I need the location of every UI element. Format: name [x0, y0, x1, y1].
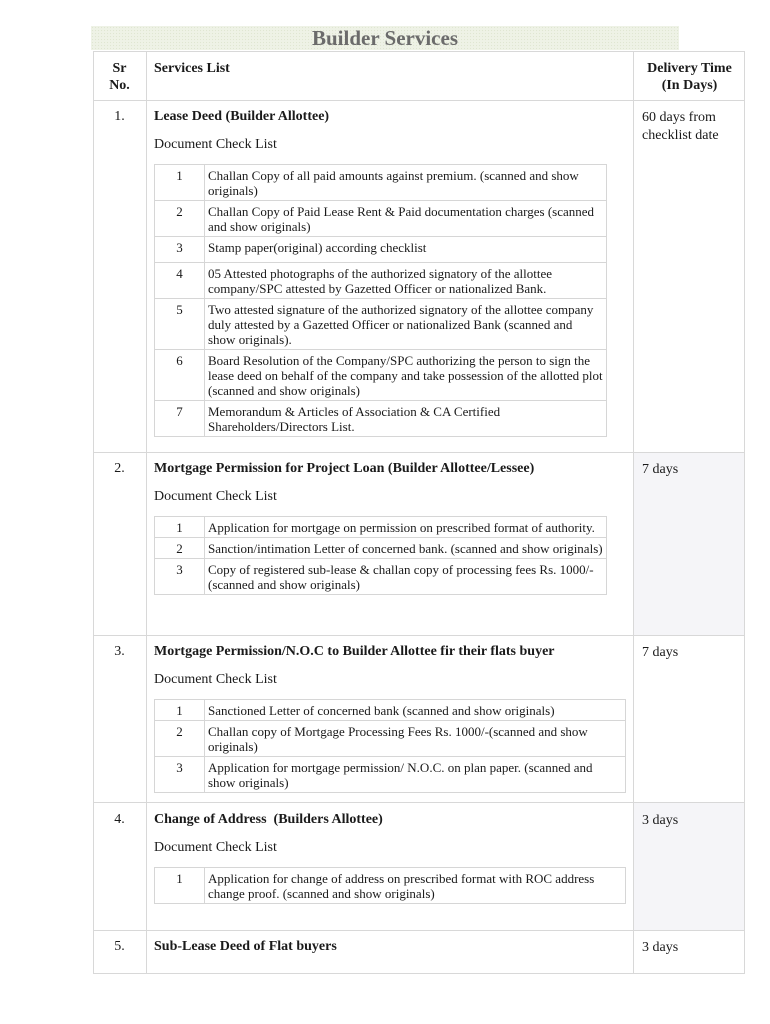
item-number: 3	[155, 237, 205, 263]
checklist-row	[155, 299, 607, 350]
item-number: 1	[155, 868, 205, 904]
delivery-time: 7 days	[642, 462, 679, 477]
item-number: 7	[155, 401, 205, 437]
sr-number: 4.	[114, 812, 125, 827]
item-text: Application for mortgage on permission on prescribed format of authority.	[205, 517, 607, 538]
checklist-row	[155, 201, 607, 237]
checklist-row	[155, 401, 607, 437]
item-text: Copy of registered sub-lease & challan copy of processing fees Rs. 1000/- (scanned and show originals)	[205, 559, 607, 595]
checklist-table	[154, 699, 626, 793]
sr-number: 5.	[114, 939, 125, 954]
checklist-row	[155, 350, 607, 401]
checklist-table	[154, 867, 626, 904]
item-number: 1	[155, 517, 205, 538]
row-divider	[93, 802, 745, 803]
doc-checklist-label: Document Check List	[154, 137, 277, 152]
item-text: Board Resolution of the Company/SPC authorizing the person to sign the lease deed on behalf of the company and take possession of the allotted plot (scanned and show originals)	[205, 350, 607, 401]
item-text: Application for mortgage permission/ N.O.C. on plan paper. (scanned and show originals)	[205, 757, 626, 793]
column-divider-2	[633, 51, 634, 974]
header-sr-text: Sr No.	[109, 61, 130, 93]
item-number: 3	[155, 559, 205, 595]
checklist-table	[154, 516, 607, 595]
delivery-shade-row-2	[634, 453, 744, 635]
delivery-time: 7 days	[642, 645, 679, 660]
sr-number: 3.	[114, 644, 125, 659]
column-divider-1	[146, 51, 147, 974]
item-text: Challan copy of Mortgage Processing Fees Rs. 1000/-(scanned and show originals)	[205, 721, 626, 757]
row-divider	[93, 452, 745, 453]
item-number: 3	[155, 757, 205, 793]
checklist-row	[155, 538, 607, 559]
item-number: 4	[155, 263, 205, 299]
doc-checklist-label: Document Check List	[154, 489, 277, 504]
item-text: Memorandum & Articles of Association & CA Certified Shareholders/Directors List.	[205, 401, 607, 437]
service-title: Lease Deed (Builder Allottee)	[154, 109, 330, 124]
item-number: 6	[155, 350, 205, 401]
item-number: 1	[155, 700, 205, 721]
item-number: 2	[155, 721, 205, 757]
row-divider	[93, 930, 745, 931]
checklist-row	[155, 165, 607, 201]
sr-number: 1.	[114, 109, 125, 124]
item-number: 2	[155, 201, 205, 237]
item-text: Sanctioned Letter of concerned bank (scanned and show originals)	[205, 700, 626, 721]
item-number: 2	[155, 538, 205, 559]
item-text: Sanction/intimation Letter of concerned bank. (scanned and show originals)	[205, 538, 607, 559]
header-delivery-text: Delivery Time (In Days)	[647, 61, 732, 93]
service-title: Mortgage Permission for Project Loan (Builder Allottee/Lessee)	[154, 461, 535, 476]
checklist-row	[155, 757, 626, 793]
delivery-time: 3 days	[642, 813, 679, 828]
service-title: Sub-Lease Deed of Flat buyers	[154, 939, 337, 954]
item-text: Challan Copy of all paid amounts against premium. (scanned and show originals)	[205, 165, 607, 201]
header-sr	[93, 60, 146, 94]
delivery-time: 60 days from checklist date	[642, 110, 719, 143]
item-text: Challan Copy of Paid Lease Rent & Paid documentation charges (scanned and show originals)	[205, 201, 607, 237]
header-delivery	[634, 60, 745, 94]
item-number: 5	[155, 299, 205, 350]
checklist-row	[155, 559, 607, 595]
checklist-row	[155, 868, 626, 904]
row-divider	[93, 635, 745, 636]
checklist-row	[155, 237, 607, 263]
item-text: Application for change of address on prescribed format with ROC address change proof. (scanned and show originals)	[205, 868, 626, 904]
checklist-table	[154, 164, 607, 437]
doc-checklist-label: Document Check List	[154, 672, 277, 687]
item-text: Two attested signature of the authorized signatory of the allottee company duly attested by a Gazetted Officer or nationalized Bank (scanned and show originals).	[205, 299, 607, 350]
header-services: Services List	[154, 61, 230, 76]
checklist-row	[155, 517, 607, 538]
item-text: Stamp paper(original) according checklist	[205, 237, 607, 263]
checklist-row	[155, 721, 626, 757]
sr-number: 2.	[114, 461, 125, 476]
checklist-row	[155, 700, 626, 721]
service-title: Change of Address (Builders Allottee)	[154, 812, 383, 827]
row-divider	[93, 100, 745, 101]
service-title: Mortgage Permission/N.O.C to Builder Allottee fir their flats buyer	[154, 644, 555, 659]
item-text: 05 Attested photographs of the authorized signatory of the allottee company/SPC attested by Gazetted Officer or nationalized Bank.	[205, 263, 607, 299]
delivery-time: 3 days	[642, 940, 679, 955]
doc-checklist-label: Document Check List	[154, 840, 277, 855]
item-number: 1	[155, 165, 205, 201]
checklist-row	[155, 263, 607, 299]
page-title: Builder Services	[311, 26, 458, 50]
